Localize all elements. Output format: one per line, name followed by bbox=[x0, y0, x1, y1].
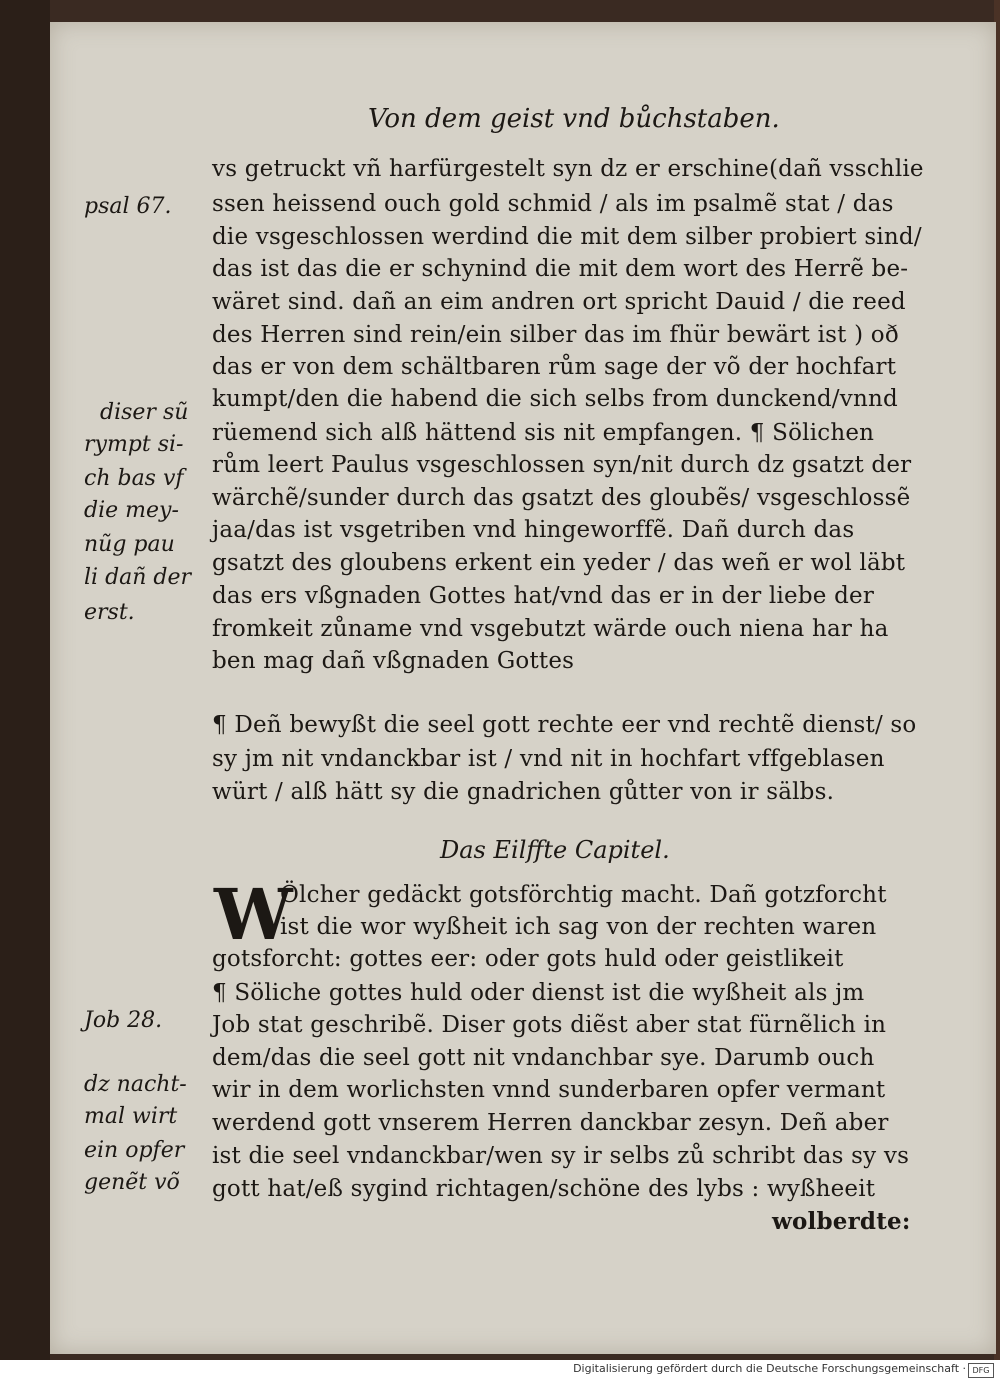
margin-note-line: rympt si- bbox=[84, 432, 184, 457]
margin-note-line: li dañ der bbox=[84, 565, 192, 590]
margin-note-job: Job 28. bbox=[84, 1008, 163, 1033]
body-line: würt / alß hätt sy die gnadrichen gůtter von ir sälbs. bbox=[212, 779, 835, 805]
body-line: vs getruckt vñ harfürgestelt syn dz er erschine(dañ vsschlie bbox=[212, 156, 924, 182]
body-line: wäret sind. dañ an eim andren ort spricht Dauid / die reed bbox=[212, 289, 906, 315]
body-line: Job stat geschribẽ. Diser gots diẽst aber stat fürnẽlich in bbox=[212, 1012, 887, 1038]
catchword: wolberdte: bbox=[772, 1208, 911, 1235]
body-line: werdend gott vnserem Herren danckbar zesyn. Deñ aber bbox=[212, 1110, 889, 1136]
margin-note-line: nũg pau bbox=[84, 532, 175, 557]
body-line: fromkeit zůname vnd vsgebutzt wärde ouch niena har ha bbox=[212, 616, 889, 642]
body-line: jaa/das ist vsgetriben vnd hingeworffẽ. Dañ durch das bbox=[212, 517, 855, 543]
funding-notice: Digitalisierung gefördert durch die Deutsche Forschungsgemeinschaft · bbox=[573, 1362, 966, 1375]
body-line: ssen heissend ouch gold schmid / als im psalmẽ stat / das bbox=[212, 191, 894, 217]
body-line: ¶ Deñ bewyßt die seel gott rechte eer vnd rechtẽ dienst/ so bbox=[212, 712, 917, 738]
body-line: rům leert Paulus vsgeschlossen syn/nit durch dz gsatzt der bbox=[212, 452, 912, 478]
body-line: ben mag dañ vßgnaden Gottes bbox=[212, 648, 575, 674]
margin-note-line: genẽt võ bbox=[84, 1170, 180, 1195]
body-line: das ers vßgnaden Gottes hat/vnd das er in der liebe der bbox=[212, 583, 875, 609]
margin-note-line: ein opfer bbox=[84, 1138, 185, 1163]
body-line: das er von dem schältbaren rům sage der võ der hochfart bbox=[212, 354, 897, 380]
running-header: Von dem geist vnd bůchstaben. bbox=[368, 104, 780, 134]
body-line: rüemend sich alß hättend sis nit empfangen. ¶ Sölichen bbox=[212, 420, 875, 446]
body-line: sy jm nit vndanckbar ist / vnd nit in hochfart vffgeblasen bbox=[212, 746, 885, 772]
margin-note-line: erst. bbox=[84, 600, 135, 625]
chapter-title: Das Eilffte Capitel. bbox=[440, 836, 670, 864]
margin-note-line: mal wirt bbox=[84, 1104, 178, 1129]
body-line: wärchẽ/sunder durch das gsatzt des gloubẽs/ vsgeschlossẽ bbox=[212, 485, 911, 511]
body-line: wir in dem worlichsten vnnd sunderbaren opfer vermant bbox=[212, 1077, 886, 1103]
body-line: des Herren sind rein/ein silber das im fhür bewärt ist ) oð bbox=[212, 322, 899, 348]
body-line: gott hat/eß sygind richtagen/schöne des lybs : wyßheeit bbox=[212, 1176, 876, 1202]
dfg-logo: DFG bbox=[968, 1363, 994, 1378]
body-line: gsatzt des gloubens erkent ein yeder / das weñ er wol läbt bbox=[212, 550, 906, 576]
margin-note-line: die mey- bbox=[84, 498, 179, 523]
body-line: das ist das die er schynind die mit dem wort des Herrẽ be- bbox=[212, 256, 909, 282]
body-line: dem/das die seel gott nit vndanchbar sye. Darumb ouch bbox=[212, 1045, 875, 1071]
body-line: gotsforcht: gottes eer: oder gots huld oder geistlikeit bbox=[212, 946, 844, 972]
margin-note-line: diser sũ bbox=[100, 400, 189, 425]
margin-note-line: ch bas vf bbox=[84, 466, 184, 491]
body-line: ist die seel vndanckbar/wen sy ir selbs zů schribt das sy vs bbox=[212, 1143, 910, 1169]
body-line: Ölcher gedäckt gotsförchtig macht. Dañ gotzforcht bbox=[280, 882, 887, 908]
body-line: kumpt/den die habend die sich selbs from dunckend/vnnd bbox=[212, 386, 898, 412]
footer-bar bbox=[0, 1360, 1000, 1380]
margin-note-psal: psal 67. bbox=[84, 194, 172, 219]
margin-note-line: dz nacht- bbox=[84, 1072, 187, 1097]
body-line: ¶ Söliche gottes huld oder dienst ist die wyßheit als jm bbox=[212, 980, 865, 1006]
body-line: ist die wor wyßheit ich sag von der rechten waren bbox=[280, 914, 877, 940]
book-left-edge bbox=[0, 0, 50, 1360]
body-line: die vsgeschlossen werdind die mit dem silber probiert sind/ bbox=[212, 224, 922, 250]
drop-capital: W bbox=[214, 873, 293, 956]
